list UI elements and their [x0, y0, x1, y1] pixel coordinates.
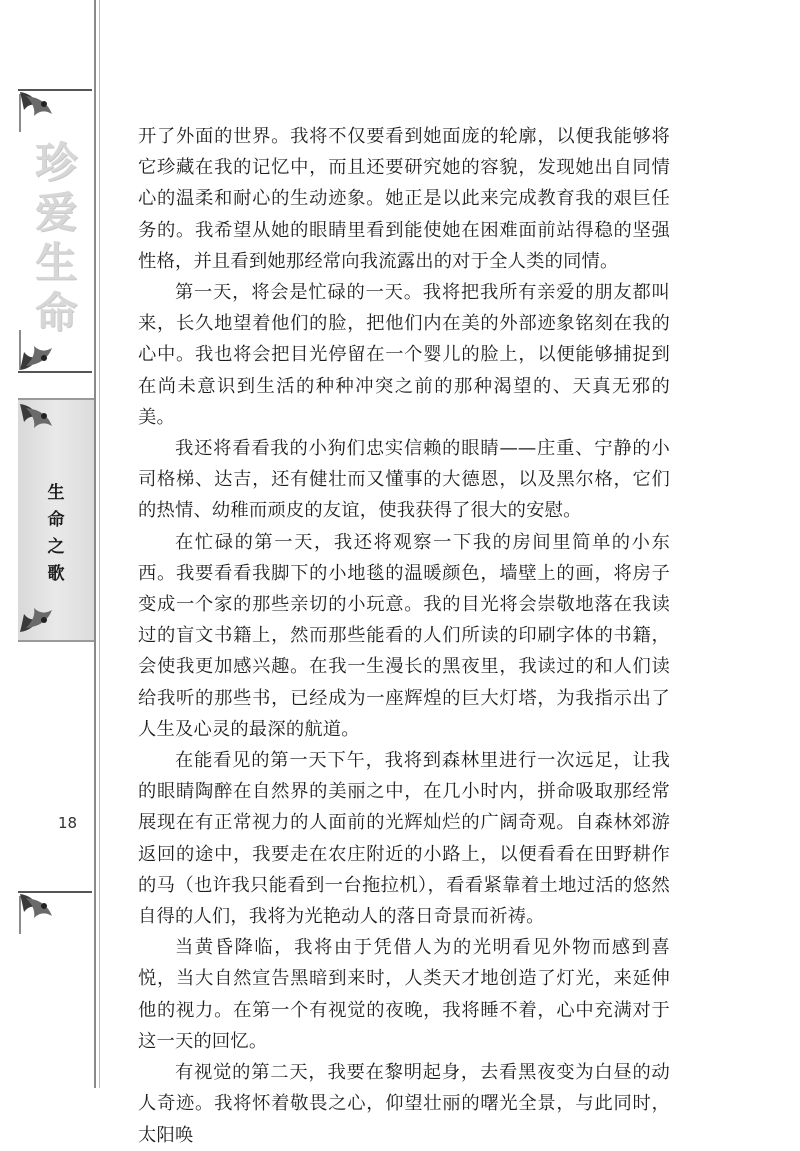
- margin-vertical-rule: [94, 0, 96, 1088]
- corner-ornament-icon: [16, 326, 94, 376]
- chapter-title-char: 生: [47, 483, 65, 503]
- paragraph: 在忙碌的第一天，我还将观察一下我的房间里简单的小东西。我要看看我脚下的小地毯的温暖颜色，墙壁上的画，将房子变成一个家的那些亲切的小玩意。我的目光将会崇敬地落在我读过的盲文书籍上，然而那些能看的人们所读的印刷字体的书籍，会使我更加感兴趣。在我一生漫长的黑夜里，我读过的和人们读给我听的那些书，已经成为一座辉煌的巨大灯塔，为我指示出了人生及心灵的最深的航道。: [138, 531, 670, 740]
- book-title-char: 珍: [34, 138, 77, 187]
- chapter-title-char: 歌: [47, 564, 65, 584]
- paragraph: 开了外面的世界。我将不仅要看到她面庞的轮廓，以便我能够将它珍藏在我的记忆中，而且还要研究她的容貌，发现她出自同情心的温柔和耐心的生动迹象。她正是以此来完成教育我的艰巨任务的。我希望从她的眼睛里看到能使她在困难面前站得稳的坚强性格，并且看到她那经常向我流露出的对于全人类的同情。: [138, 126, 670, 272]
- margin-vertical-rule-thin: [99, 0, 100, 1088]
- book-title-char: 命: [34, 288, 77, 337]
- corner-ornament-icon: [16, 588, 94, 638]
- corner-ornament-icon: [16, 86, 94, 136]
- paragraph: 当黄昏降临，我将由于凭借人为的光明看见外物而感到喜悦，当大自然宣告黑暗到来时，人类天才地创造了灯光，来延伸他的视力。在第一个有视觉的夜晚，我将睡不着，心中充满对于这一天的回忆。: [138, 937, 670, 1052]
- chapter-title-vertical: [42, 480, 70, 588]
- body-text: [138, 121, 670, 1151]
- paragraph: 在能看见的第一天下午，我将到森林里进行一次远足，让我的眼睛陶醉在自然界的美丽之中，在几小时内，拼命吸取那经常展现在有正常视力的人面前的光辉灿烂的广阔奇观。自森林郊游返回的途中，我要走在农庄附近的小路上，以便看看在田野耕作的马（也许我只能看到一台拖拉机），看看紧靠着土地过活的悠然自得的人们，我将为光艳动人的落日奇景而祈祷。: [138, 750, 670, 928]
- paragraph: 有视觉的第二天，我要在黎明起身，去看黑夜变为白昼的动人奇迹。我将怀着敬畏之心，仰望壮丽的曙光全景，与此同时，太阳唤: [138, 1062, 670, 1146]
- book-title-char: 爱: [34, 188, 77, 237]
- book-title-vertical: [28, 138, 84, 338]
- paragraph: 第一天，将会是忙碌的一天。我将把我所有亲爱的朋友都叫来，长久地望着他们的脸，把他们内在美的外部迹象铭刻在我的心中。我也将会把目光停留在一个婴儿的脸上，以便能够捕捉到在尚未意识到生活的种种冲突之前的那种渴望的、天真无邪的美。: [138, 282, 670, 428]
- book-title-char: 生: [34, 238, 77, 287]
- page-number: 18: [58, 814, 78, 832]
- paragraph: 我还将看看我的小狗们忠实信赖的眼睛——庄重、宁静的小司格梯、达吉，还有健壮而又懂事的大德恩，以及黑尔格，它们的热情、幼稚而顽皮的友谊，使我获得了很大的安慰。: [138, 438, 670, 522]
- corner-ornament-icon: [16, 398, 94, 448]
- chapter-title-char: 之: [47, 537, 65, 557]
- chapter-title-char: 命: [47, 510, 65, 530]
- corner-ornament-icon: [16, 888, 94, 938]
